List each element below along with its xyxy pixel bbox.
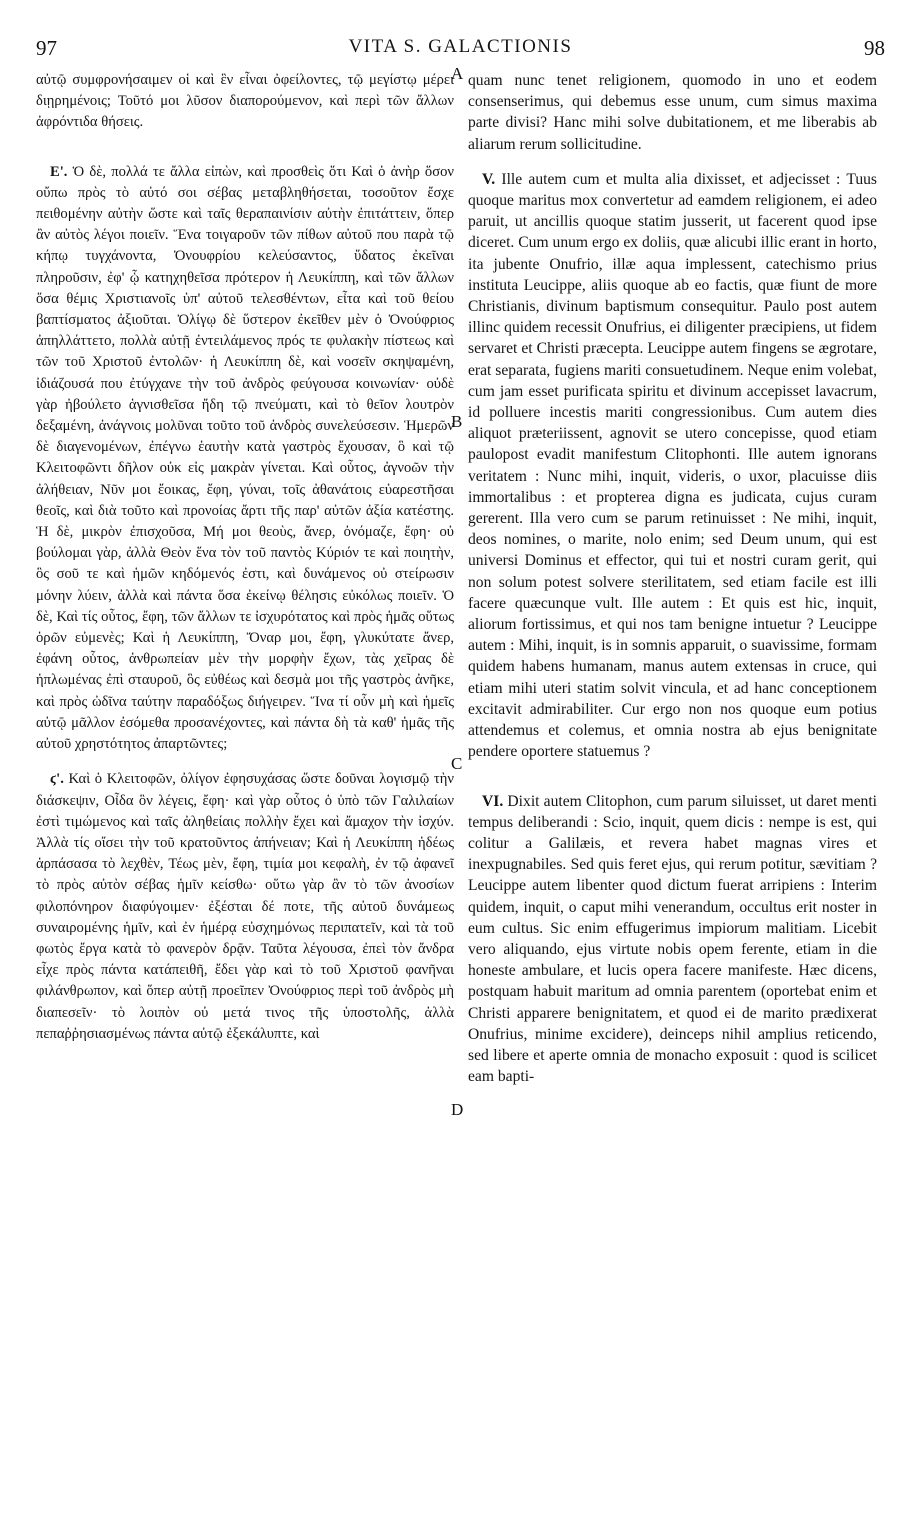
greek-paragraph-1: αὐτῷ συμφρονήσαιμεν οἱ καὶ ἓν εἶναι ὀφείλοντες, τῷ μεγίστῳ μέρει διῃρημένοις; Τοῦτό μοι λῦσον διαπορούμενον, καὶ περὶ τῶν ἄλλων ἀφρόντιδα θήσεις.: [36, 72, 454, 131]
latin-paragraph-6: [468, 791, 877, 1088]
page-header: [36, 36, 885, 62]
margin-letter-c: C: [451, 754, 463, 773]
latin-column: [468, 70, 877, 1087]
page-number-right: 98: [864, 36, 885, 60]
running-title: VITA S. GALACTIONIS: [348, 36, 573, 57]
greek-paragraph-5: [36, 162, 454, 756]
latin-paragraph-6-text: Dixit autem Clitophon, cum parum siluisset, ut daret menti tempus deliberandi : Scio, inquit, quem dicis : nempe is est, qui colitur a Galilæis, et revera habet magnas vires et inexpugnabiles. Sed quis feret ejus, qui rerum potitur, sævitiam ? Leucippe autem libenter quod dictum fuerat arripiens : Interim quidem, inquit, o caput mihi venerandum, occultus erit noster in eum cultus. Sic enim effugerimus impiorum malitiam. Licebit vero aliquando, ejus virtute nobis opem ferente, etiam in die honeste ambulare, et lucis opera facere manifeste. Hæc dicens, postquam habuit maritum ad omnia parentem (oportebat enim et Christi apparere benignitatem, et quod ei de marito prædixerat Onufrius, minime excidere), deinceps nihil amplius reticendo, sed libere et aperte omnia de monacho exposuit : quod is scilicet eam bapti-: [468, 792, 877, 1086]
margin-letter-d: D: [451, 1100, 464, 1119]
latin-paragraph-5: [468, 169, 877, 763]
page-number-left: 97: [36, 36, 57, 60]
margin-letter-b: B: [451, 412, 463, 431]
margin-letter-a: A: [451, 64, 464, 83]
greek-column: [36, 70, 454, 1045]
greek-paragraph-6-text: Καὶ ὁ Κλειτοφῶν, ὀλίγον ἐφησυχάσας ὥστε δοῦναι λογισμῷ τὴν διάσκεψιν, Οἶδα ὃν λέγεις, ἔφη· καὶ γὰρ οὗτος ὁ ὑπὸ τῶν Γαλιλαίων ἐστὶ τιμώμενος καὶ ταῖς ἀληθείαις πολλὴν ἔχει καὶ ἄμαχον τὴν ἰσχύν. Ἀλλὰ τίς οἴσει τὴν τοῦ κρατοῦντος ἀπήνειαν; Καὶ ἡ Λευκίππη ἡδέως ἁρπάσασα τὸ λεχθὲν, Τέως μὲν, ἔφη, τιμία μοι κεφαλὴ, ἐν τῷ ἀφανεῖ τὸ πρὸς αὐτὸν σέβας ἡμῖν κείσθω· οὕτω γὰρ ἂν τὸ τῶν ἀνοσίων φιλοπόνηρον διαφύγοιμεν· ἐξέσται δέ ποτε, τῆς αὐτοῦ δυνάμεως συναιρομένης ἡμῖν, καὶ ἐν ἡμέρᾳ εὐσχημόνως περιπατεῖν, καὶ τὰ τοῦ φωτὸς ἔργα κατὰ τὸ φανερὸν δρᾷν. Ταῦτα λέγουσα, ἐπεὶ τὸν ἄνδρα εἶχε πρὸς πάντα κατάπειθῆ, ἔδει γὰρ καὶ τὸ τοῦ Χριστοῦ φανῆναι φιλάνθρωπον, καὶ ὅπερ αὐτῇ προεῖπεν Ὀνούφριος περὶ τοῦ ἀνδρὸς μὴ διαπεσεῖν· τὸ λοιπὸν οὐ μετά τινος τῆς ὑποστολῆς, ἀλλὰ πεπαῤῥησιασμένως πάντα αὐτῷ ἐξεκάλυπτε, καὶ: [36, 771, 454, 1042]
greek-paragraph-5-text: Ὁ δὲ, πολλά τε ἄλλα εἰπὼν, καὶ προσθεὶς ὅτι Καὶ ὁ ἀνὴρ ὅσον οὔπω πρὸς τὸ αὐτό σοι σέβας μεταβληθήσεται, τοσοῦτον ἔσχε πειθομένην αὐτὴν ὥστε καὶ ταῖς θεραπαινίσιν αὐτὴν ἐπιτάττειν, ὅπερ ἂν αὐτὸς λέγοι ποιεῖν. Ἕνα τοιγαροῦν τῶν πίθων αὐτοῦ που παρὰ τῷ κήπῳ τυγχάνοντα, Ὀνουφρίου κελεύσαντος, ὕδατος ἐκεῖναι πληροῦσιν, ἐφ' ᾧ κατηχηθεῖσα πρότερον ἡ Λευκίππη, καὶ τῶν ἄλλων ὅσα θέμις Χριστιανοῖς ὑπ' αὐτοῦ τελεσθέντων, εἶτα καὶ τοῦ θείου βαπτίσματος ἀξιοῦται. Ὀλίγῳ δὲ ὕστερον ἐκεῖθεν μὲν ὁ Ὀνούφριος ἀπηλλάττετο, πολλὰ αὐτῇ ἐντειλάμενος πρός τε φυλακὴν πίστεως καὶ τῶν τοῦ Χριστοῦ ἐντολῶν· ἡ Λευκίππη δὲ, καὶ νοσεῖν σκηψαμένη, ἰδιάζουσά που ἐτύγχανε τὴν τοῦ ἀνδρὸς φεύγουσα κοινωνίαν· οὐδὲ γὰρ ἠβούλετο ἁγνισθεῖσα ἤδη τῷ πνεύματι, καὶ τὸ θεῖον λουτρὸν δεξαμένη, ἀνάγνοις μολῦναι τοῦτο τοῦ ἀνδρὸς συνελεύσεσιν. Ἡμερῶν δὲ διαγενομένων, ἐπέγνω ἑαυτὴν κατὰ γαστρὸς ἔχουσαν, ὃ καὶ τῷ Κλειτοφῶντι δῆλον οὐκ εἰς μακρὰν γίνεται. Καὶ οὗτος, ἀγνοῶν τὴν ἀλήθειαν, Νῦν μοι ἔοικας, ἔφη, γύναι, τοῖς ἀθανάτοις εὐαρεστῆσαι θεοῖς, καὶ διὰ τοῦτο καὶ προνοίας ἄρτι τῆς παρ' αὐτῶν ἀξία κατέστης. Ἡ δὲ, μικρὸν ἐπισχοῦσα, Μή μοι θεοὺς, ἄνερ, ὀνόμαζε, ἔφη· οὐ βούλομαι γὰρ, ἀλλὰ Θεὸν ἕνα τὸν τοῦ παντὸς Κύριόν τε καὶ ποιητὴν, ὃς σοῦ τε καὶ ἡμῶν κηδόμενός ἐστι, καὶ δυνάμενος οὐ στείρωσιν μόνην λύειν, ἀλλὰ καὶ πάντα ὅσα ἐκείνῳ θέλησις εὐκόλως ποιεῖν. Ὁ δὲ, Καὶ τίς οὗτος, ἔφη, τῶν ἄλλων τε ἰσχυρότατος καὶ πρὸς ἡμᾶς οὕτως ὁρῶν εὐμενὲς; Καὶ ἡ Λευκίππη, Ὄναρ μοι, ἔφη, γλυκύτατε ἄνερ, ἐφάνη οὗτος, ἀνθρωπείαν μὲν τὴν μορφὴν ἔχων, τὰς χεῖρας δὲ ἡπλωμένας ἐπὶ σταυροῦ, ὃς εὐθέως καὶ δεσμὰ μοι τῆς γαστρὸς ἀνῆκε, καὶ πρὸς ὠδῖνα ταύτην παραδόξως διήγειρεν. Ἵνα τί οὖν μὴ καὶ ἡμεῖς αὐτῷ μᾶλλον ἐσόμεθα προσανέχοντες, καὶ πάντα δὴ τὰ καθ' ἡμᾶς τῆς αὐτοῦ χρηστότητος ἀπαρτῶντες;: [36, 163, 454, 753]
greek-section-number-6: ϛ'.: [50, 771, 64, 788]
latin-paragraph-1: quam nunc tenet religionem, quomodo in uno et eodem consenserimus, qui debemus esse unum, cum simus maxima parte divisi? Hanc mihi solve dubitationem, et me liberabis ab aliarum rerum sollicitudine.: [468, 72, 877, 153]
greek-section-number-5: Ε'.: [50, 163, 68, 180]
latin-section-number-6: VI.: [482, 792, 504, 810]
greek-paragraph-6: [36, 769, 454, 1045]
latin-paragraph-5-text: Ille autem cum et multa alia dixisset, et adjecisset : Tuus quoque maritus mox convertetur ad eamdem religionem, ei adeo paruit, ut ancillis quoque statim jusserit, ut facerent quod ipse diceret. Cum unum ergo ex doliis, quæ alicubi illic erant in horto, ita jubente Onufrio, illæ aqua implessent, catechismo prius instituta Leucippe, aliis quoque ab eo factis, quæ fiunt de more Christianis, divinum baptismum consequitur. Paulo post autem illinc quidem recessit Onufrius, ei diligenter præcipiens, ut fidem servaret et Christi præcepta. Leucippe autem fingens se ægrotare, erat separata, fugiens mariti consuetudinem. Neque enim volebat, cum jam esset purificata spiritu et divinum accepisset lavacrum, id polluere incestis mariti congressionibus. Cum autem dies aliquot præteriissent, agnovit se utero concepisse, quod etiam paulopost evadit manifestum Clitophonti. Ille autem ignorans veritatem : Nunc mihi, inquit, videris, o uxor, placuisse diis immortalibus : et propterea digna es judicata, cujus curam gererent. Illa vero cum se parum retinuisset : Ne mihi, inquit, deos nomines, o marite, nolo enim; sed Deum unum, qui est universi Dominus et effector, qui tui et nostri curam gerit, qui non solum potest solvere sterilitatem, sed etiam facile est illi facere quæcunque vult. Ille autem : Et quis est hic, inquit, aliorum fortissimus, et qui nos tam benigne intuetur ? Leucippe autem : Mihi, inquit, is in somnis apparuit, o suavissime, formam quidem habens humanam, manus autem extensas in cruce, qui etiam mihi uteri statim solvit vincula, et ad hanc conceptionem excitavit admirabiliter. Cur ergo non nos quoque eum potius attendemus et colemus, et omnia nostra ab ejus benignitate pendere oportere statuemus ?: [468, 170, 877, 761]
latin-section-number-5: V.: [482, 170, 496, 188]
